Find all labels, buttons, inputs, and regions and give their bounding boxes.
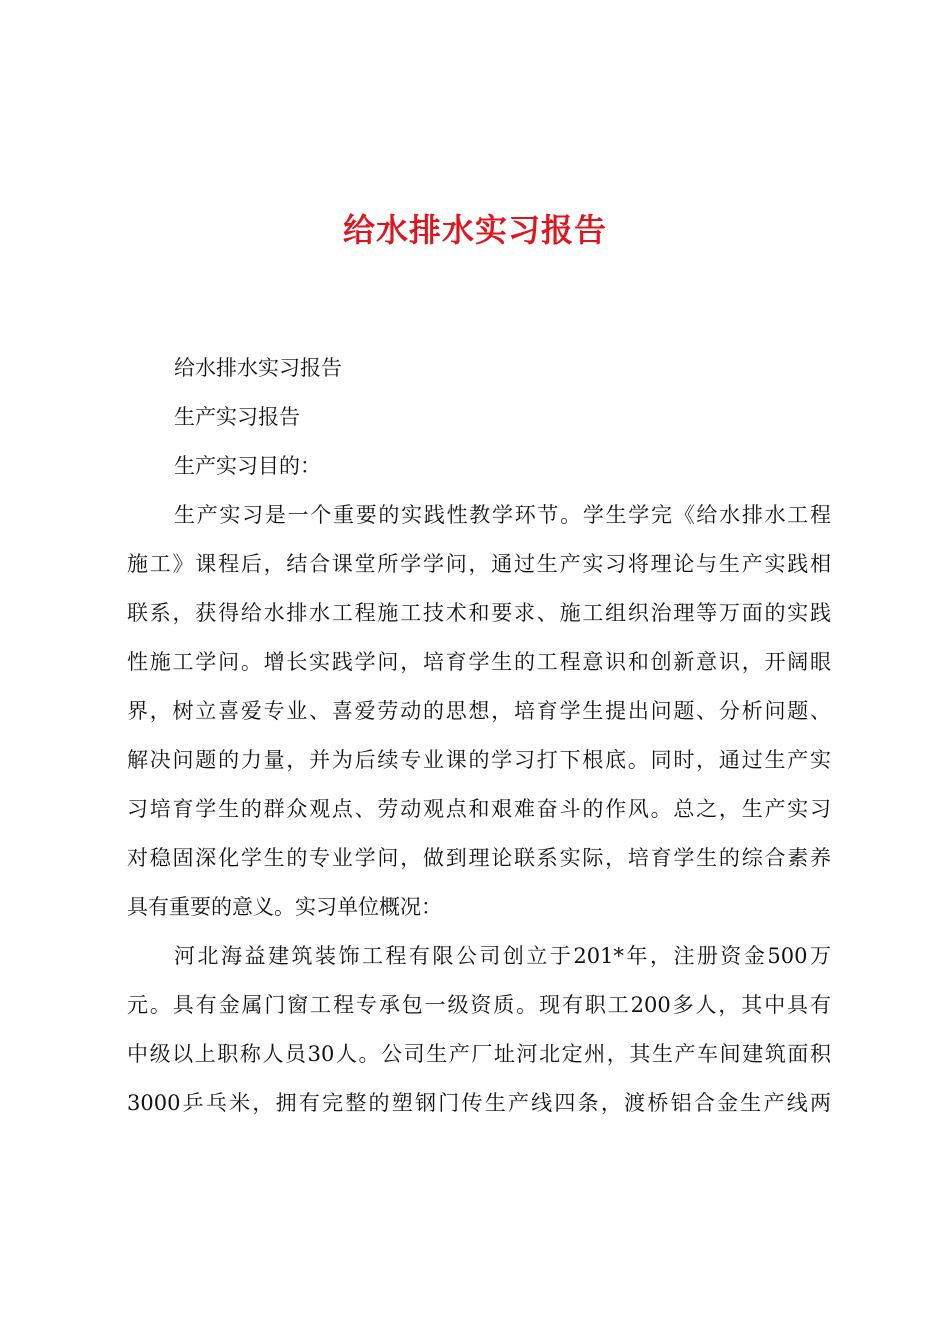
paragraph-line: 联系，获得给水排水工程施工技术和要求、施工组织治理等万面的实践 <box>127 601 831 625</box>
paragraph-line: 中级以上职称人员30人。公司生产厂址河北定州，其生产车间建筑面积 <box>127 1042 831 1066</box>
paragraph-line: 界，树立喜爱专业、喜爱劳动的思想，培育学生提出问题、分析问题、 <box>127 699 831 723</box>
heading-line-production-report: 生产实习报告 <box>174 405 300 429</box>
paragraph-line: 3000乒乓米，拥有完整的塑钢门传生产线四条，渡桥铝合金生产线两 <box>127 1091 831 1115</box>
document-title: 给水排水实习报告 <box>342 211 607 249</box>
heading-line-purpose: 生产实习目的： <box>174 454 321 478</box>
document-body <box>127 344 831 1128</box>
heading-line-report: 给水排水实习报告 <box>174 356 342 380</box>
paragraph-line: 习培育学生的群众观点、劳动观点和艰难奋斗的作风。总之，生产实习 <box>127 797 831 821</box>
paragraph-line: 具有重要的意义。实习单位概况： <box>127 895 442 919</box>
paragraph-line: 施工》课程后，结合课堂所学学问，通过生产实习将理论与生产实践相 <box>127 552 831 576</box>
paragraph-line: 解决问题的力量，并为后续专业课的学习打下根底。同时，通过生产实 <box>127 748 831 772</box>
paragraph-line: 元。具有金属门窗工程专承包一级资质。现有职工200多人，其中具有 <box>127 993 831 1017</box>
paragraph-line: 河北海益建筑装饰工程有限公司创立于201*年，注册资金500万 <box>174 944 831 968</box>
paragraph-line: 生产实习是一个重要的实践性教学环节。学生学完《给水排水工程 <box>174 503 831 527</box>
paragraph-line: 对稳固深化学生的专业学问，做到理论联系实际，培育学生的综合素养 <box>127 846 831 870</box>
paragraph-line: 性施工学问。增长实践学问，培育学生的工程意识和创新意识，开阔眼 <box>127 650 831 674</box>
